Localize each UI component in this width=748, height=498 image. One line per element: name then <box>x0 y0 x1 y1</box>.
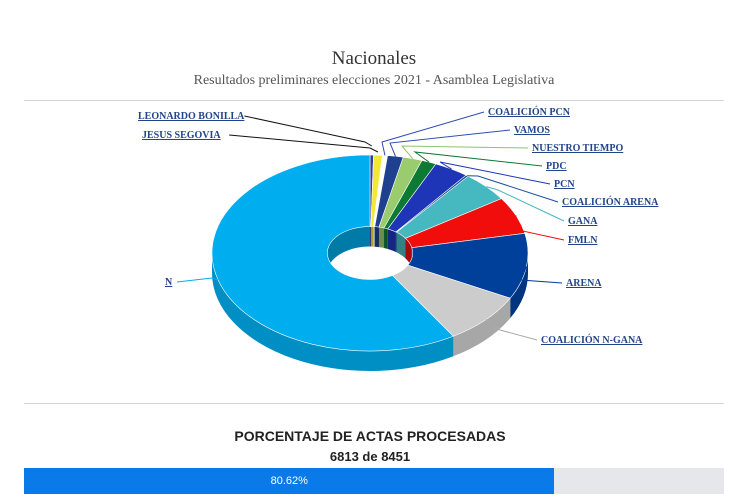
slice-label[interactable]: LEONARDO BONILLA <box>138 111 245 122</box>
slice-inner-wall-2 <box>373 227 374 247</box>
slice-label[interactable]: PDC <box>546 161 567 172</box>
progress-percent: 80.62% <box>270 475 308 487</box>
progress-bar <box>24 468 724 494</box>
slice-inner-wall-1 <box>371 227 373 247</box>
slice-label[interactable]: N <box>165 277 173 288</box>
leader-line-0 <box>244 116 371 146</box>
slice-label[interactable]: COALICIÓN PCN <box>488 107 570 118</box>
slice-label[interactable]: COALICIÓN ARENA <box>562 197 659 208</box>
slice-label[interactable]: PCN <box>554 179 575 190</box>
bottom-divider <box>24 403 724 404</box>
slice-label[interactable]: JESUS SEGOVIA <box>142 130 221 141</box>
slice-inner-wall-6 <box>388 229 396 252</box>
progress-count: 6813 de 8451 <box>329 449 411 464</box>
slice-label[interactable]: GANA <box>568 216 598 227</box>
slice-label[interactable]: NUESTRO TIEMPO <box>532 143 624 154</box>
leader-line-2 <box>382 112 484 155</box>
slice-label[interactable]: FMLN <box>568 235 598 246</box>
slice-inner-wall-3 <box>375 227 379 247</box>
slice-inner-wall-7 <box>396 232 397 252</box>
chart-title: Nacionales <box>331 48 417 69</box>
slice-label[interactable]: COALICIÓN N-GANA <box>541 335 643 346</box>
slice-inner-wall-4 <box>379 227 384 248</box>
progress-bar-fill <box>24 468 554 494</box>
leader-line-12 <box>177 278 218 282</box>
progress-title: PORCENTAJE DE ACTAS PROCESADAS <box>234 428 506 444</box>
slice-label[interactable]: ARENA <box>566 278 602 289</box>
slice-inner-wall-5 <box>384 228 388 249</box>
slice-label[interactable]: VAMOS <box>514 125 550 136</box>
slice-inner-wall-0 <box>370 227 371 247</box>
leader-line-1 <box>229 135 378 152</box>
chart-subtitle: Resultados preliminares elecciones 2021 - Asamblea Legislativa <box>193 73 555 88</box>
slice-tops <box>212 155 528 351</box>
